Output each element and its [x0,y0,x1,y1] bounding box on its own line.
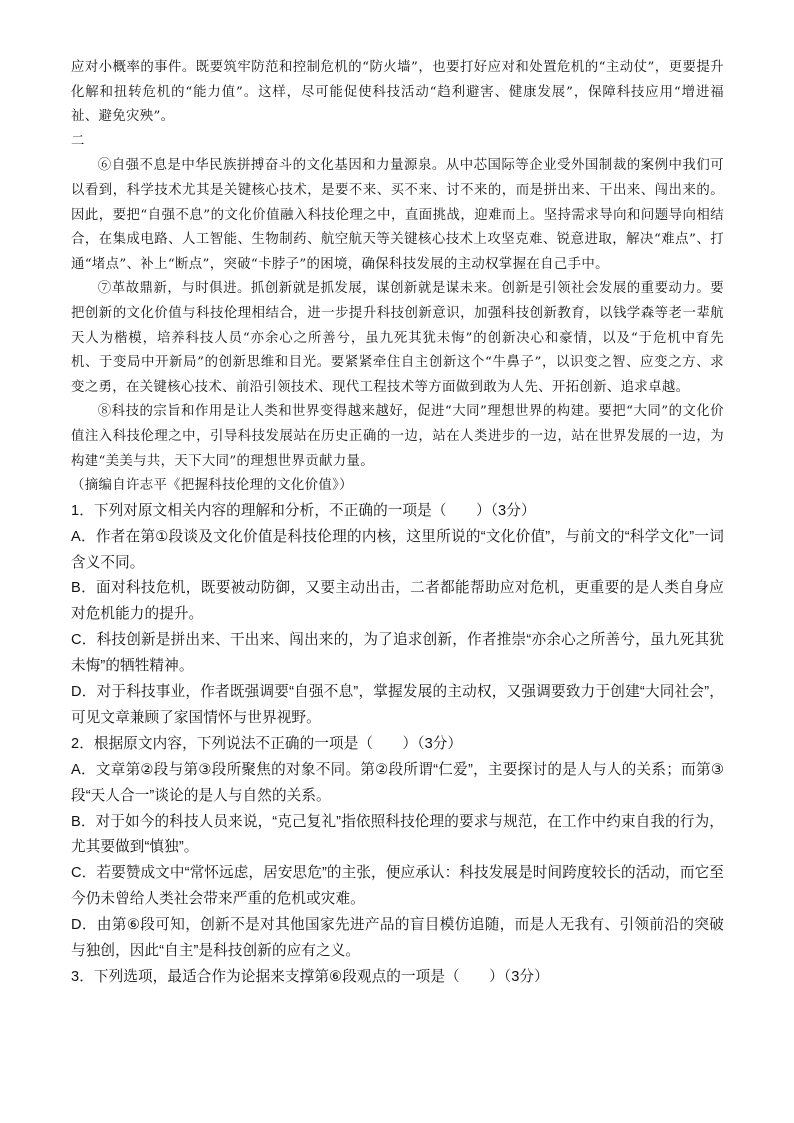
question-2 [71,732,724,965]
option-a: A．文章第②段与第③段所聚焦的对象不同。第②段所谓“仁爱”，主要探讨的是人与人的关系；而第③段“天人合一”谈论的是人与自然的关系。 [71,761,724,804]
question-1 [71,499,724,732]
option-b: B．面对科技危机，既要被动防御，又要主动出击，二者都能帮助应对危机，更重要的是人类自身应对危机能力的提升。 [71,580,724,623]
question-stem: 3．下列选项，最适合作为论据来支撑第⑥段观点的一项是（ ）（3分） [71,969,549,985]
section-number: 二 [71,133,85,149]
option-b: B．对于如今的科技人员来说，“克己复礼”指依照科技伦理的要求与规范，在工作中约束自我的行为，尤其要做到“慎独”。 [71,813,724,856]
option-d: D．由第⑥段可知，创新不是对其他国家先进产品的盲目模仿追随，而是人无我有、引领前沿的突破与独创，因此“自主”是科技创新的应有之义。 [71,917,724,960]
passage-paragraph-intro: 应对小概率的事件。既要筑牢防范和控制危机的“防火墙”，也要打好应对和处置危机的“主动仗”，更要提升化解和扭转危机的“能力值”。这样，尽可能促使科技活动“趋利避害、健康发展”，保障科技应用“增进福祉、避免灾殃”。 [71,60,724,125]
question-3 [71,965,724,991]
question-stem: 2．根据原文内容，下列说法不正确的一项是（ ）（3分） [71,735,463,752]
reading-passage [71,56,724,499]
passage-paragraph-6: ⑥自强不息是中华民族拼搏奋斗的文化基因和力量源泉。从中芯国际等企业受外国制裁的案例中我们可以看到，科学技术尤其是关键核心技术，是要不来、买不来、讨不来的，而是拼出来、干出来、闯出来的。因此，要把“自强不息”的文化价值融入科技伦理之中，直面挑战，迎难而上。坚持需求导向和问题导向相结合，在集成电路、人工智能、生物制药、航空航天等关键核心技术上攻坚克难、锐意进取，解决“难点”、打通“堵点”、补上“断点”，突破“卡脖子”的困境，确保科技发展的主动权掌握在自己手中。 [71,158,724,272]
passage-paragraph-8: ⑧科技的宗旨和作用是让人类和世界变得越来越好，促进“大同”理想世界的构建。要把“大同”的文化价值注入科技伦理之中，引导科技发展站在历史正确的一边，站在人类进步的一边，站在世界发展的一边，为构建“美美与共，天下大同”的理想世界贡献力量。 [71,404,724,469]
option-d: D．对于科技事业，作者既强调要“自强不息”，掌握发展的主动权，又强调要致力于创建“大同社会”，可见文章兼顾了家国情怀与世界视野。 [71,684,724,726]
passage-paragraph-7: ⑦革故鼎新，与时俱进。抓创新就是抓发展，谋创新就是谋未来。创新是引领社会发展的重要动力。要把创新的文化价值与科技伦理相结合，进一步提升科技创新意识，加强科技创新教育，以钱学森等老一辈航天人为楷模，培养科技人员“亦余心之所善兮，虽九死其犹未悔”的创新决心和豪情，以及“于危机中育先机、于变局中开新局”的创新思维和目光。要紧紧牵住自主创新这个“牛鼻子”，以识变之智、应变之方、求变之勇，在关键核心技术、前沿引领技术、现代工程技术等方面做到敢为人先、开拓创新、追求卓越。 [71,281,724,395]
question-stem: 1．下列对原文相关内容的理解和分析，不正确的一项是（ ）（3分） [71,502,536,519]
option-c: C．科技创新是拼出来、干出来、闯出来的，为了追求创新，作者推崇“亦余心之所善兮，虽九死其犹未悔”的牺牲精神。 [71,632,724,675]
option-a: A．作者在第①段谈及文化价值是科技伦理的内核，这里所说的“文化价值”，与前文的“科学文化”一词含义不同。 [71,528,724,571]
option-c: C．若要赞成文中“常怀远虑，居安思危”的主张，便应承认：科技发展是时间跨度较长的活动，而它至今仍未曾给人类社会带来严重的危机或灾难。 [71,865,724,908]
passage-source: （摘编自许志平《把握科技伦理的文化价值》） [71,478,353,494]
question-list [71,499,724,991]
